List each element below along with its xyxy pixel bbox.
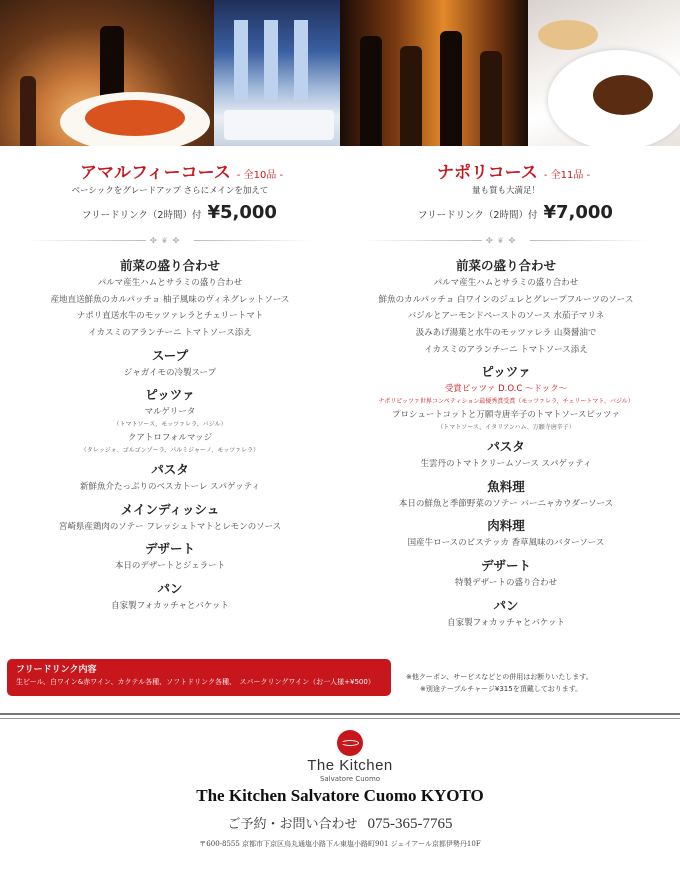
menu-item-note: （タレッジォ、ゴルゴンゾーラ、パルミジャーノ、モッツァレラ） bbox=[80, 446, 260, 454]
address: 〒600-8555 京都市下京区烏丸通塩小路下ル東塩小路町901 ジェイアール京都伊勢丹10F bbox=[199, 840, 481, 848]
menu-item: バジルとアーモンドペーストのソース 水茄子マリネ bbox=[407, 311, 605, 322]
pasta-shape bbox=[85, 100, 185, 136]
napoli-item-count: - 全11品 - bbox=[543, 170, 591, 181]
menu-item: 受賞ピッツァ D.O.C ～ドック～ bbox=[444, 384, 568, 395]
menu-item: 特製デザートの盛り合わせ bbox=[454, 577, 557, 588]
amalfi-divider: ✤ ❦ ✤ bbox=[28, 236, 312, 246]
photo-strip bbox=[0, 0, 680, 146]
menu-category: パン bbox=[157, 580, 183, 596]
menu-category: スープ bbox=[151, 347, 189, 363]
menu-category: デザート bbox=[144, 541, 195, 557]
amalfi-price: ¥5,000 bbox=[207, 202, 277, 223]
menu-item: 国産牛ロースのビステッカ 香草風味のバターソース bbox=[407, 538, 605, 549]
menu-item: 生雲丹のトマトクリームソース スパゲッティ bbox=[420, 458, 592, 469]
amalfi-item-count: - 全10品 - bbox=[236, 170, 284, 181]
amalfi-title-text: アマルフィーコース bbox=[80, 163, 231, 183]
menu-item-note: （トマトソース、イタリアンハム、万願寺唐辛子） bbox=[437, 423, 575, 431]
amalfi-price-line bbox=[82, 202, 277, 223]
phone-number[interactable]: 075-365-7765 bbox=[367, 816, 453, 832]
free-drink-description: 生ビール、白ワイン&赤ワイン、カクテル各種、ソフトドリンク各種、 スパークリングワイン（お一人様+¥500） bbox=[16, 678, 375, 686]
menu-category: 前菜の盛り合わせ bbox=[119, 258, 220, 273]
menu-category: デザート bbox=[480, 557, 531, 573]
logo-mark-icon bbox=[337, 730, 363, 756]
menu-item: イカスミのアランチーニ トマトソース添え bbox=[424, 344, 588, 355]
menu-category: パスタ bbox=[151, 461, 189, 477]
menu-category: パン bbox=[493, 597, 519, 613]
window-shape bbox=[234, 20, 248, 100]
logo-subname: Salvatore Cuomo bbox=[319, 775, 381, 783]
menu-item: 新鮮魚介たっぷりのペスカトーレ スパゲッティ bbox=[79, 481, 260, 492]
photo-plated-dish bbox=[528, 0, 680, 146]
window-shape bbox=[294, 20, 308, 100]
menu-item: 鮮魚のカルパッチョ 白ワインのジュレとグレープフルーツのソース bbox=[378, 294, 634, 305]
window-shape bbox=[264, 20, 278, 100]
wine-bottle-shape bbox=[440, 31, 462, 146]
menu-item: クアトロフォルマッジ bbox=[127, 433, 213, 444]
amalfi-menu bbox=[25, 252, 315, 615]
menu-item: ナポリ直送水牛のモッツァレラとチェリートマト bbox=[76, 311, 264, 322]
menu-item: 本日のデザートとジェラート bbox=[114, 561, 226, 572]
menu-item: パルマ産生ハムとサラミの盛り合わせ bbox=[433, 278, 579, 288]
napoli-course-title bbox=[437, 158, 590, 183]
menu-category: 肉料理 bbox=[487, 518, 525, 534]
remarks bbox=[406, 671, 593, 695]
wine-bottle-shape bbox=[480, 51, 502, 146]
menu-category: パスタ bbox=[487, 438, 525, 454]
contact-line bbox=[0, 813, 680, 833]
free-drink-box bbox=[7, 659, 391, 696]
photo-wine-bottles bbox=[340, 0, 528, 146]
menu-category: ピッツァ bbox=[145, 387, 195, 403]
menu-item: 自家製フォカッチャとバケット bbox=[111, 600, 229, 611]
menu-item-note: ナポリピッツァ世界コンペティション最優秀賞受賞（モッツァレラ、チェリートマト、バジル） bbox=[378, 398, 634, 406]
table-shape bbox=[224, 110, 334, 140]
menu-category: 魚料理 bbox=[487, 478, 525, 494]
wine-glass-shape bbox=[20, 76, 36, 146]
photo-dining-room bbox=[214, 0, 340, 146]
menu-item: パルマ産生ハムとサラミの盛り合わせ bbox=[97, 278, 243, 288]
photo-pasta-wine bbox=[0, 0, 214, 146]
contact-label: ご予約・お問い合わせ bbox=[227, 817, 358, 832]
steak-shape bbox=[593, 75, 653, 115]
menu-item: 本日の鮮魚と季節野菜のソテー バーニャカウダーソース bbox=[398, 498, 614, 509]
menu-item: マルゲリータ bbox=[144, 407, 196, 418]
menu-item: 自家製フォカッチャとバケット bbox=[447, 617, 565, 628]
menu-item: 汲みあげ湯葉と水牛のモッツァレラ 山葵醤油で bbox=[415, 328, 597, 339]
amalfi-subtitle: ベーシックをグレードアップ さらにメインを加えて bbox=[71, 186, 269, 196]
amalfi-course-title bbox=[80, 158, 283, 183]
menu-item: 産地直送鮮魚のカルパッチョ 柚子風味のヴィネグレットソース bbox=[50, 294, 290, 305]
footer-rule bbox=[0, 713, 680, 715]
menu-category: メインディッシュ bbox=[120, 501, 220, 517]
napoli-price-line bbox=[418, 202, 613, 223]
footer-rule-thin bbox=[0, 718, 680, 719]
napoli-title-text: ナポリコース bbox=[437, 163, 538, 183]
napoli-divider: ✤ ❦ ✤ bbox=[364, 236, 648, 246]
menu-item: ジャガイモの冷製スープ bbox=[123, 367, 217, 378]
shop-name: The Kitchen Salvatore Cuomo KYOTO bbox=[196, 786, 484, 805]
napoli-menu bbox=[361, 252, 651, 631]
napoli-price: ¥7,000 bbox=[543, 202, 613, 223]
amalfi-price-label: フリードリンク（2時間）付 bbox=[82, 210, 202, 221]
menu-item: イカスミのアランチーニ トマトソース添え bbox=[88, 328, 252, 339]
remark-table-charge: ※別途テーブルチャージ¥315を頂戴しております。 bbox=[420, 685, 583, 693]
napoli-price-label: フリードリンク（2時間）付 bbox=[418, 210, 538, 221]
remark-coupon: ※他クーポン、サービスなどとの併用はお断りいたします。 bbox=[406, 673, 593, 681]
free-drink-title: フリードリンク内容 bbox=[16, 665, 97, 675]
menu-item: プロシュートコットと万願寺唐辛子のトマトソースピッツァ bbox=[392, 410, 620, 421]
wine-bottle-shape bbox=[400, 46, 422, 146]
pizza-shape bbox=[538, 20, 598, 50]
menu-item: 宮崎県産鶏肉のソテー フレッシュトマトとレモンのソース bbox=[58, 521, 282, 532]
logo-name: The Kitchen bbox=[307, 757, 393, 774]
menu-category: 前菜の盛り合わせ bbox=[455, 258, 556, 273]
wine-bottle-shape bbox=[360, 36, 382, 146]
napoli-subtitle: 量も質も大満足！ bbox=[471, 186, 540, 196]
menu-item-note: （トマトソース、モッツァレラ、バジル） bbox=[113, 421, 227, 429]
menu-category: ピッツァ bbox=[481, 364, 531, 380]
